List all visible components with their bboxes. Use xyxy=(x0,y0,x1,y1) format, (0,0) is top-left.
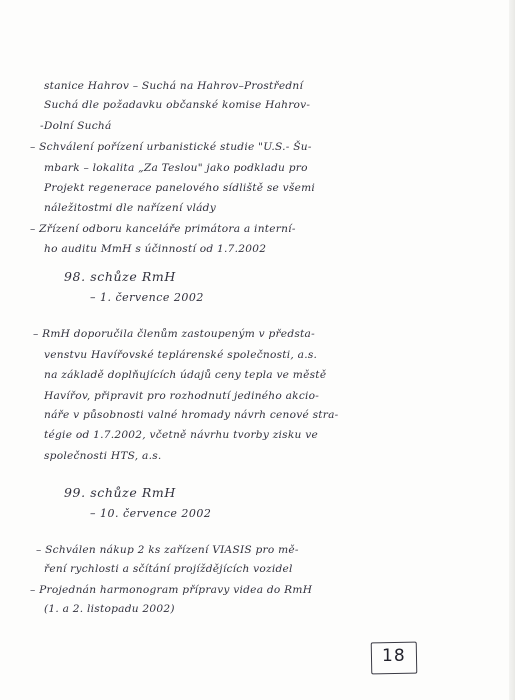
text-line: (1. a 2. listopadu 2002) xyxy=(44,603,175,615)
text-line: – Projednán harmonogram přípravy videa do RmH xyxy=(30,584,313,596)
text-line: venstvu Havířovské teplárenské společnosti, a.s. xyxy=(44,349,318,361)
text-line: Havířov, připravit pro rozhodnutí jediného akcio- xyxy=(44,390,320,402)
meeting-98-title: 98. schůze RmH xyxy=(64,269,176,284)
text-line: ho auditu MmH s účinností od 1.7.2002 xyxy=(44,243,267,255)
text-line: ření rychlosti a sčítání projíždějících vozidel xyxy=(44,563,293,575)
page-number: 18 xyxy=(382,646,406,666)
text-line: Projekt regenerace panelového sídliště se všemi xyxy=(44,182,316,194)
meeting-99-date: – 10. července 2002 xyxy=(90,507,212,520)
paper-edge xyxy=(509,0,515,700)
text-line: Suchá dle požadavku občanské komise Hahrov- xyxy=(44,99,311,111)
meeting-98-date: – 1. července 2002 xyxy=(90,291,204,304)
text-line: společnosti HTS, a.s. xyxy=(44,450,162,462)
text-line: náře v působnosti valné hromady návrh cenové stra- xyxy=(44,409,339,421)
text-line: – Zřízení odboru kanceláře primátora a interní- xyxy=(30,223,296,235)
text-line: – Schválení pořízení urbanistické studie "U.S.- Šu- xyxy=(30,141,312,153)
text-line: stanice Hahrov – Suchá na Hahrov–Prostřední xyxy=(44,80,304,92)
text-line: náležitostmi dle nařízení vlády xyxy=(44,202,216,214)
text-line: na základě doplňujících údajů ceny tepla ve městě xyxy=(44,369,327,381)
text-line: -Dolní Suchá xyxy=(40,120,112,132)
meeting-99-title: 99. schůze RmH xyxy=(64,485,176,500)
text-line: – Schválen nákup 2 ks zařízení VIASIS pro mě- xyxy=(36,544,299,556)
text-line: – RmH doporučila členům zastoupeným v předsta- xyxy=(33,328,315,340)
text-line: tégie od 1.7.2002, včetně návrhu tvorby zisku ve xyxy=(44,429,318,441)
text-line: mbark – lokalita „Za Teslou" jako podkladu pro xyxy=(44,162,308,174)
